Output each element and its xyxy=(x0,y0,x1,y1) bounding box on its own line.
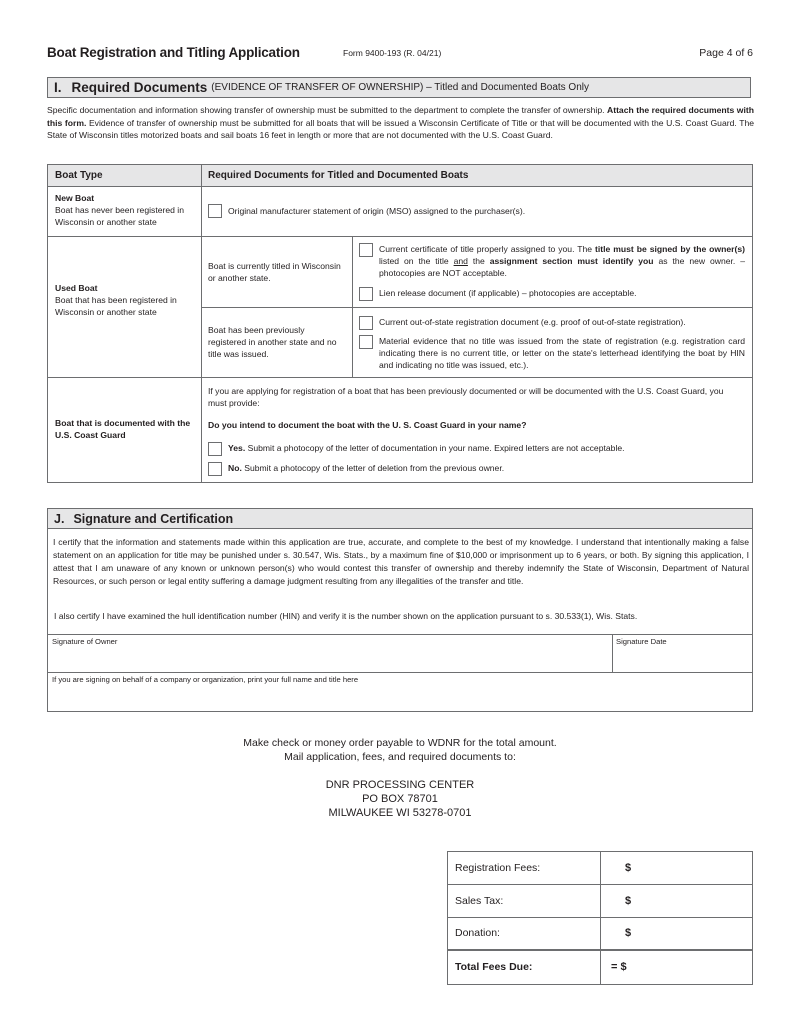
lien-release-item xyxy=(359,287,745,301)
section-i-number: I. xyxy=(54,80,62,95)
mso-item xyxy=(208,205,525,218)
total-fees-due-symbol: = $ xyxy=(611,961,627,973)
mso-label: Original manufacturer statement of origin (MSO) assigned to the purchaser(s). xyxy=(228,206,526,216)
fees-table xyxy=(447,851,753,985)
document-title: Boat Registration and Titling Application xyxy=(47,45,300,60)
out-of-state-registration-label: Current out-of-state registration document (e.g. proof of out-of-state registration). xyxy=(379,317,686,327)
signature-certification-box xyxy=(47,508,753,712)
section-i-intro xyxy=(47,104,754,142)
intro-text-continued: Evidence of transfer of ownership must be submitted for all boats that will be issued a Wisconsin Certificate of Title or that will be documented with the U.S. Coast Guard. The State of Wisconsin titles motorized boats and sail boats 16 feet in length or more that are not documented with the U.S. Coast Guard. xyxy=(47,117,755,141)
out-of-state-registration-item xyxy=(359,316,745,330)
mso-checkbox[interactable] xyxy=(208,204,222,218)
address-line-3: MILWAUKEE WI 53278-0701 xyxy=(328,807,472,819)
required-documents-table xyxy=(47,164,753,483)
lien-release-label: Lien release document (if applicable) – photocopies are acceptable. xyxy=(379,288,637,298)
divider xyxy=(352,236,353,377)
coast-guard-yes-option xyxy=(208,442,625,456)
divider xyxy=(48,186,752,187)
coast-guard-intro: If you are applying for registration of a boat that has been previously documented or will be documented with the U.S. Coast Guard, you must provide: xyxy=(208,386,724,409)
new-boat-title: New Boat xyxy=(55,193,95,203)
out-of-state-registration-checkbox[interactable] xyxy=(359,316,373,330)
address-line-1: DNR PROCESSING CENTER xyxy=(325,779,475,791)
column-header-required-documents: Required Documents for Titled and Documented Boats xyxy=(208,170,469,181)
coast-guard-no-checkbox[interactable] xyxy=(208,462,222,476)
certificate-of-title-label: Current certificate of title properly assigned to you. The title must be signed by the owner(s) listed on the title and the assignment section must identify you as the new owner. – photocopies are NOT acceptable. xyxy=(379,244,745,279)
sales-tax-symbol: $ xyxy=(625,895,632,907)
total-fees-due-input[interactable] xyxy=(636,952,750,983)
section-i-subtitle: (EVIDENCE OF TRANSFER OF OWNERSHIP) – Titled and Documented Boats Only xyxy=(211,82,589,93)
new-boat-cell xyxy=(55,192,195,229)
material-evidence-label: Material evidence that no title was issued from the state of registration (e.g. registration card indicating there is no current title, or letter on the state's letterhead identifying the boat by HIN and indicating no title was issued, etc.). xyxy=(379,336,745,371)
divider xyxy=(48,236,752,237)
divider xyxy=(448,884,752,885)
used-boat-cell xyxy=(55,282,195,319)
section-j-number: J. xyxy=(54,511,65,526)
owner-signature-field[interactable] xyxy=(48,635,612,672)
section-i-title: Required Documents xyxy=(71,80,208,95)
used-boat-title: Used Boat xyxy=(55,283,98,293)
payment-instruction-line: Make check or money order payable to WDNR for the total amount. xyxy=(243,737,557,749)
registered-no-title-condition: Boat has been previously registered in another state and no title was issued. xyxy=(208,325,337,360)
material-evidence-checkbox[interactable] xyxy=(359,335,373,349)
lien-release-checkbox[interactable] xyxy=(359,287,373,301)
mail-instruction-line: Mail application, fees, and required documents to: xyxy=(284,750,516,763)
registration-fees-symbol: $ xyxy=(625,862,632,874)
section-i-header xyxy=(47,77,751,98)
divider xyxy=(48,377,752,378)
divider xyxy=(201,165,202,482)
certificate-of-title-checkbox[interactable] xyxy=(359,243,373,257)
coast-guard-no-option xyxy=(208,462,504,476)
divider xyxy=(202,307,752,308)
coast-guard-yes-label: Yes. Submit a photocopy of the letter of documentation in your name. Expired letters are not acceptable. xyxy=(228,443,625,453)
coast-guard-question: Do you intend to document the boat with the U. S. Coast Guard in your name? xyxy=(208,420,527,430)
coast-guard-yes-checkbox[interactable] xyxy=(208,442,222,456)
company-name-title-field[interactable] xyxy=(48,673,752,711)
owner-signature-label: Signature of Owner xyxy=(52,637,118,646)
hin-certification-text: I also certify I have examined the hull identification number (HIN) and verify it is the number shown on the application pursuant to s. 30.533(1), Wis. Stats. xyxy=(54,611,638,621)
intro-text: Specific documentation and information showing transfer of ownership must be submitted to the department to complete the transfer of ownership. xyxy=(47,105,605,115)
certification-text: I certify that the information and statements made within this application are true, accurate, and complete to the best of my knowledge. I understand that intentionally making a false statement on an application for title may be punished under s. 30.547, Wis. Stats., by a maximum fine of $10,000 or imprisonment up to 6 years, or both. By signing this application, I attest that I am unaware of any known or unknown person(s) who would contest this transfer of ownership and thereby indemnify the State of Wisconsin, Department of Natural Resources, or such person or legal entity suffering a damage judgment resulting from any illegalities of the transfer and title. xyxy=(53,537,749,586)
payment-instructions xyxy=(0,737,800,764)
coast-guard-no-label: No. Submit a photocopy of the letter of deletion from the previous owner. xyxy=(228,463,505,473)
form-number: Form 9400-193 (R. 04/21) xyxy=(343,48,442,58)
total-fees-due-label: Total Fees Due: xyxy=(455,961,533,973)
sales-tax-input[interactable] xyxy=(636,886,750,916)
column-header-boat-type: Boat Type xyxy=(55,170,103,181)
company-name-title-label: If you are signing on behalf of a company or organization, print your full name and title here xyxy=(52,675,359,684)
donation-label: Donation: xyxy=(455,927,500,939)
divider xyxy=(600,852,601,984)
donation-input[interactable] xyxy=(636,918,750,948)
divider xyxy=(448,949,752,951)
registration-fees-input[interactable] xyxy=(636,853,750,883)
new-boat-description: Boat has never been registered in Wisconsin or another state xyxy=(55,205,184,228)
section-j-header xyxy=(48,509,752,529)
sales-tax-label: Sales Tax: xyxy=(455,895,504,907)
registration-fees-label: Registration Fees: xyxy=(455,862,541,874)
page-number: Page 4 of 6 xyxy=(699,47,753,59)
certificate-of-title-item xyxy=(359,243,745,280)
intro-bold-text: Attach the required documents with this form. xyxy=(47,105,754,128)
address-line-2: PO BOX 78701 xyxy=(362,793,438,805)
signature-date-field[interactable] xyxy=(613,635,752,672)
mailing-address xyxy=(0,778,800,820)
coast-guard-title: Boat that is documented with the U.S. Coast Guard xyxy=(55,418,191,441)
used-boat-description: Boat that has been registered in Wisconsin or another state xyxy=(55,295,177,318)
section-j-title: Signature and Certification xyxy=(73,511,234,526)
donation-symbol: $ xyxy=(625,927,632,939)
titled-condition: Boat is currently titled in Wisconsin or another state. xyxy=(208,261,341,284)
signature-date-label: Signature Date xyxy=(616,637,667,646)
material-evidence-item xyxy=(359,335,745,372)
